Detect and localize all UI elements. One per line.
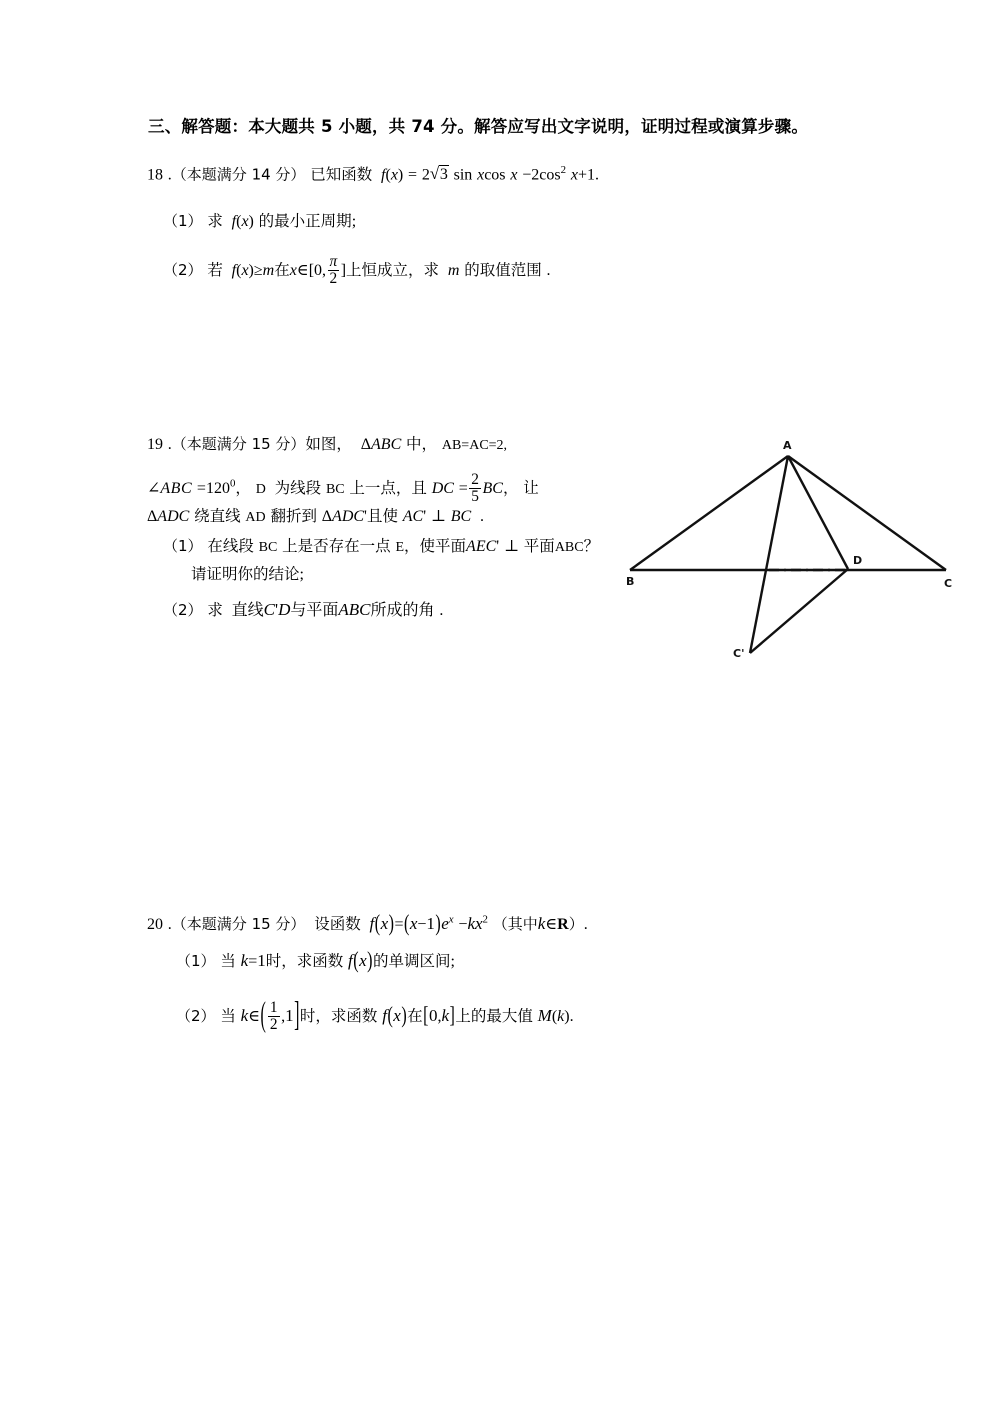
angle-symbol: ∠ [147, 479, 161, 497]
point-d: D [278, 600, 291, 619]
problem-19-number: 19 [147, 436, 163, 453]
problem-20-stem [147, 912, 588, 937]
cos-op: cos [539, 166, 561, 184]
var-x: x [393, 1005, 401, 1025]
vertex-label-d: D [853, 554, 863, 567]
fn-f: f [348, 951, 353, 970]
fn-f: f [231, 213, 237, 230]
bracket-open: [ [423, 1004, 429, 1029]
segment-ac-line [788, 456, 946, 570]
q2-qiu: 求 [207, 601, 223, 619]
prime-mark: ' [423, 508, 427, 525]
sin-op: sin [453, 166, 473, 184]
fraction-denominator: 2 [328, 270, 340, 287]
degree-superscript: 0 [229, 477, 236, 490]
fn-f: f [382, 1005, 387, 1025]
fn-f: f [369, 914, 375, 933]
const-1: 1 [426, 914, 435, 933]
fraction-denominator: 5 [471, 487, 479, 505]
problem-19-stem-line-1 [147, 437, 507, 453]
exp-base-e: e [441, 914, 449, 933]
segment-ac-prime-line [750, 456, 788, 653]
part-text-tail: 的最小正周期 [258, 212, 352, 230]
segment-dc: DC [431, 479, 454, 497]
segment-ab-line [630, 456, 788, 570]
var-x: x [474, 914, 483, 933]
prime-mark: ' [364, 508, 367, 525]
problem-20-part-2 [176, 997, 574, 1035]
real-numbers-symbol: R [557, 916, 569, 933]
zai-text: 在 [407, 1006, 423, 1025]
paren-open: ( [385, 166, 391, 184]
paren-close: ) [388, 912, 394, 937]
const-1: 1 [285, 1005, 294, 1025]
cos-op: cos [484, 166, 506, 184]
diagram-svg [600, 430, 1000, 680]
fraction-denominator: 2 [269, 1015, 278, 1033]
problem-19-worth: （本题满分 15 分） [171, 435, 306, 453]
bracket-open: [ [308, 261, 315, 279]
question-mark: ？ [583, 537, 600, 555]
semicolon: ; [450, 953, 455, 970]
delta-symbol: Δ [360, 436, 372, 453]
problem-19-part-1-line-2 [191, 567, 304, 583]
qizhong-text: （其中 [492, 915, 538, 933]
paren-open: ( [236, 213, 242, 230]
in-sign: ∈ [545, 916, 558, 933]
var-x: x [241, 213, 249, 230]
comma: , [322, 261, 327, 279]
problem-19-part-1-line-1 [163, 539, 599, 555]
part-text-hold: 上恒成立，求 [346, 260, 440, 279]
fraction-numerator: π [329, 253, 338, 270]
exponent-2: 2 [482, 913, 488, 926]
var-x: x [390, 166, 398, 184]
sqrt-3 [430, 165, 449, 184]
const-1: 1 [586, 166, 595, 184]
var-k: k [240, 1005, 249, 1025]
problem-19-stem-line-2 [147, 472, 539, 504]
part-text-lead: 求 [207, 212, 223, 230]
problem-18-stem [147, 165, 599, 184]
q1-lead: 在线段 [207, 537, 254, 555]
part-label: （2） [176, 1006, 216, 1025]
paren-open: ( [374, 912, 381, 937]
in-sign: ∈ [296, 261, 309, 279]
var-x: x [409, 914, 418, 933]
bracket-close: ] [449, 1004, 455, 1029]
equals-sign: = [394, 916, 404, 933]
part-label: （1） [163, 537, 203, 555]
paren-close: ) [564, 1007, 570, 1025]
var-x: x [570, 166, 578, 184]
var-x: x [359, 951, 367, 970]
paren-close: ) [401, 1004, 407, 1029]
triangle-abc: ABC [371, 436, 402, 453]
paren-open: ( [353, 949, 359, 974]
part-label: （1） [176, 952, 216, 970]
problem-20-worth: （本题满分 15 分） [171, 915, 306, 933]
var-x: x [510, 166, 518, 184]
as-shown-text: 如图， [305, 435, 352, 453]
fraction-numerator: 2 [471, 471, 479, 488]
problem-19-stem-line-3 [147, 509, 484, 525]
point-c-prime: C [263, 600, 276, 619]
paren-open: ( [236, 261, 242, 279]
angle-bac: ABC [160, 479, 193, 497]
point-e: E [395, 540, 405, 555]
const-0: 0 [314, 261, 323, 279]
const-1: 1 [257, 951, 266, 970]
var-k: k [537, 914, 546, 933]
wei-text: 为线段 [274, 478, 322, 497]
comma: , [437, 1007, 442, 1025]
fraction-2-over-5 [469, 472, 481, 504]
plane-abc: ABC [338, 600, 371, 619]
problem-18-part-1 [163, 214, 356, 230]
equals-sign: = [458, 479, 468, 497]
var-k: k [441, 1005, 450, 1025]
segment-bc: BC [450, 508, 472, 525]
exponent-x: x [448, 913, 454, 926]
paren-open: ( [387, 1004, 393, 1029]
shi-text: 时，求函数 [299, 1006, 378, 1025]
in-sign: ∈ [248, 1007, 261, 1025]
qieshi-text: 且使 [366, 507, 398, 525]
angle-formed: 所成的角 [370, 600, 435, 619]
var-x: x [477, 166, 485, 184]
paren-close: ) [248, 213, 254, 230]
segment-bc: BC [325, 481, 345, 497]
var-k: k [557, 1007, 565, 1025]
problem-18-worth: （本题满分 14 分） [171, 165, 306, 184]
paren-close: ) [367, 949, 373, 974]
problem-20-dot: . [167, 916, 172, 933]
equals-sign: = [196, 479, 206, 497]
q1-make: ，使 [404, 537, 436, 555]
interval-open-paren: ( [260, 997, 266, 1035]
shang-yidian-text: 上一点，且 [349, 478, 427, 497]
period: . [594, 166, 599, 184]
segment-ac-prime: AC [402, 508, 424, 525]
var-x: x [289, 261, 297, 279]
radicand-3: 3 [439, 166, 448, 184]
comma-cn: ， [502, 478, 519, 497]
paren-open: ( [551, 1007, 558, 1025]
problem-18-lead: 已知函数 [310, 165, 373, 184]
dang-text: 当 [220, 952, 236, 970]
prime-mark: ' [496, 538, 500, 555]
period: . [569, 1007, 574, 1025]
var-k: k [467, 914, 475, 933]
part-label: （2） [163, 260, 203, 279]
part-text-range: 的取值范围 [464, 260, 542, 279]
plane-abc: ABC [554, 540, 584, 555]
triangle-adc-prime: ADC [332, 508, 365, 525]
rang-text: 让 [523, 478, 539, 497]
fraction-pi-over-2 [328, 254, 340, 286]
delta-symbol: Δ [321, 508, 333, 525]
period: . [583, 916, 588, 933]
comma-cn: ， [235, 478, 251, 497]
problem-18-number: 18 [147, 166, 163, 184]
period: . [479, 508, 484, 525]
bracket-close: ] [340, 261, 347, 279]
part-label: （1） [163, 212, 203, 230]
var-m: m [262, 261, 275, 279]
problem-20-part-1 [176, 949, 455, 974]
interval-text: 的单调区间 [372, 952, 451, 970]
problem-20-lead: 设函数 [314, 915, 361, 933]
var-k: k [240, 951, 249, 970]
vertex-label-a: A [783, 439, 792, 452]
const-0: 0 [428, 1005, 438, 1025]
problem-19-dot: . [167, 436, 172, 453]
point-d: D [255, 481, 266, 497]
fraction-numerator: 1 [269, 999, 278, 1016]
radical-sign: √ [429, 163, 440, 183]
perpendicular-symbol: ⊥ [503, 538, 519, 555]
rao-text: 绕直线 [194, 507, 241, 525]
plus-sign: + [577, 166, 587, 184]
paren-close: ) [397, 166, 404, 184]
plane-aec-prime: AEC [466, 538, 497, 555]
value-120: 120 [205, 479, 230, 497]
segment-bc: BC [482, 479, 503, 497]
zhong-text: 中， [406, 435, 438, 453]
part-text-if: 若 [207, 260, 223, 279]
fn-f: f [231, 261, 237, 279]
problem-19-part-2 [163, 601, 443, 619]
segment-ad: AD [245, 510, 266, 525]
interval-close-bracket: ] [294, 997, 300, 1035]
problem-18-dot: . [167, 166, 172, 184]
part-label: （2） [163, 601, 203, 619]
paren-close: ) [435, 912, 441, 937]
paren-open: ( [404, 912, 410, 937]
vertex-label-c: C [944, 577, 953, 590]
folded-triangle-diagram [600, 430, 1000, 680]
plane-word-1: 平面 [435, 537, 467, 555]
dang-text: 当 [220, 1006, 236, 1025]
coef-2: 2 [421, 166, 430, 184]
plane-word-2: 平面 [523, 537, 555, 555]
triangle-adc: ADC [157, 508, 190, 525]
max-function-m: M [537, 1005, 552, 1025]
yu-plane: 与平面 [290, 600, 339, 619]
geq-sign: ≥ [253, 261, 263, 279]
exponent-2: 2 [560, 164, 567, 177]
period: . [439, 602, 444, 619]
equals-sign: = [408, 166, 418, 184]
prime-mark: ' [275, 600, 279, 619]
segment-bc: BC [258, 540, 278, 555]
paren-close: ) [248, 261, 254, 279]
semicolon: ; [351, 213, 357, 230]
fanzhe-text: 翻折到 [270, 507, 317, 525]
q1-prove-text: 请证明你的结论 [191, 565, 300, 583]
var-m: m [447, 261, 460, 279]
fn-f: f [381, 166, 386, 184]
var-x: x [380, 914, 389, 933]
part-text-at: 在 [274, 260, 290, 279]
shi-text: 时，求函数 [265, 952, 344, 970]
perpendicular-symbol: ⊥ [430, 508, 446, 525]
q1-exists: 上是否存在一点 [282, 537, 391, 555]
period: . [546, 261, 551, 279]
delta-symbol: Δ [147, 508, 158, 525]
vertex-label-b: B [626, 575, 635, 588]
minus-sign: − [458, 916, 468, 933]
ab-ac-equals-2: AB=AC=2, [441, 438, 508, 453]
problem-20-number: 20 [147, 916, 163, 933]
semicolon: ; [299, 566, 304, 583]
fraction-1-over-2 [268, 1000, 280, 1032]
segment-ad-line [788, 456, 848, 569]
comma: , [281, 1007, 286, 1025]
var-x: x [241, 261, 249, 279]
vertex-label-c-prime: C' [733, 647, 745, 660]
line-word: 直线 [231, 600, 264, 619]
problem-18-part-2 [163, 254, 551, 286]
coef-2: 2 [531, 166, 540, 184]
section-header: 三、解答题：本大题共 5 小题，共 74 分。解答应写出文字说明，证明过程或演算步骤。 [148, 117, 809, 136]
maxval-text: 上的最大值 [455, 1006, 533, 1025]
close-paren-cn: ） [568, 915, 584, 933]
minus-sign: − [522, 166, 532, 184]
minus-sign: − [417, 916, 427, 933]
equals-sign: = [248, 953, 258, 970]
